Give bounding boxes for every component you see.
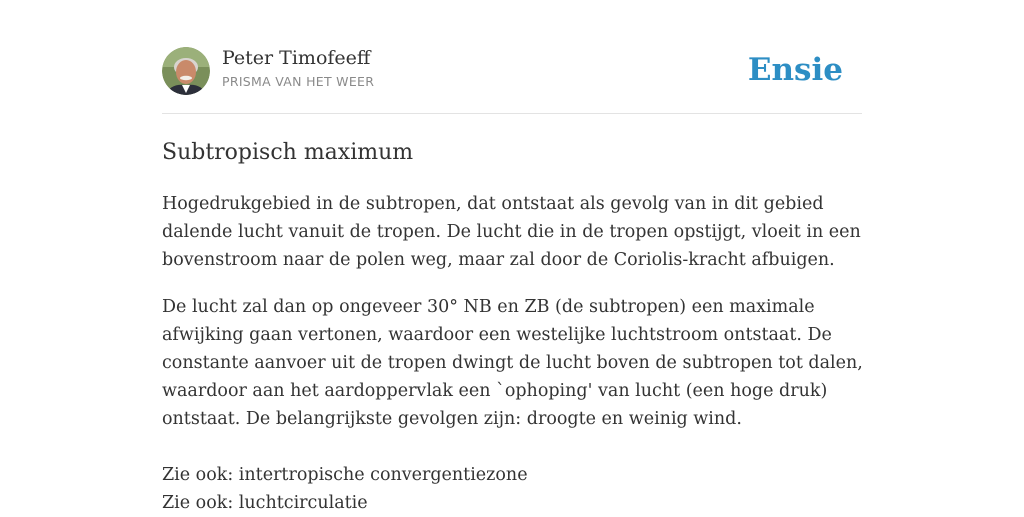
header-divider (162, 113, 862, 114)
paragraph-line: De lucht zal dan op ongeveer 30° NB en ZB (de subtropen) een maximale (162, 297, 815, 317)
author-avatar[interactable] (162, 47, 210, 95)
see-also-line: Zie ook: intertropische convergentiezone (162, 465, 528, 485)
article-header (162, 47, 862, 95)
brand-logo[interactable]: Ensie (747, 52, 843, 88)
paragraph-line: Hogedrukgebied in de subtropen, dat ontstaat als gevolg van in dit gebied (162, 194, 824, 214)
paragraph-line: waardoor aan het aardoppervlak een `ophoping' van lucht (een hoge druk) (162, 381, 828, 401)
article-title: Subtropisch maximum (162, 140, 414, 165)
author-photo-icon (162, 47, 210, 95)
author-source[interactable]: PRISMA VAN HET WEER (222, 74, 375, 89)
paragraph-line: afwijking gaan vertonen, waardoor een westelijke luchtstroom ontstaat. De (162, 325, 832, 345)
see-also-line: Zie ook: luchtcirculatie (162, 493, 368, 513)
paragraph-1 (162, 190, 862, 274)
paragraph-line: dalende lucht vanuit de tropen. De lucht die in de tropen opstijgt, vloeit in een (162, 222, 861, 242)
paragraph-line: constante aanvoer uit de tropen dwingt de lucht boven de subtropen tot dalen, (162, 353, 863, 373)
paragraph-2 (162, 293, 862, 433)
author-name[interactable]: Peter Timofeeff (222, 47, 371, 69)
paragraph-line: bovenstroom naar de polen weg, maar zal door de Coriolis-kracht afbuigen. (162, 250, 835, 270)
paragraph-line: ontstaat. De belangrijkste gevolgen zijn: droogte en weinig wind. (162, 409, 742, 429)
see-also (162, 461, 862, 517)
